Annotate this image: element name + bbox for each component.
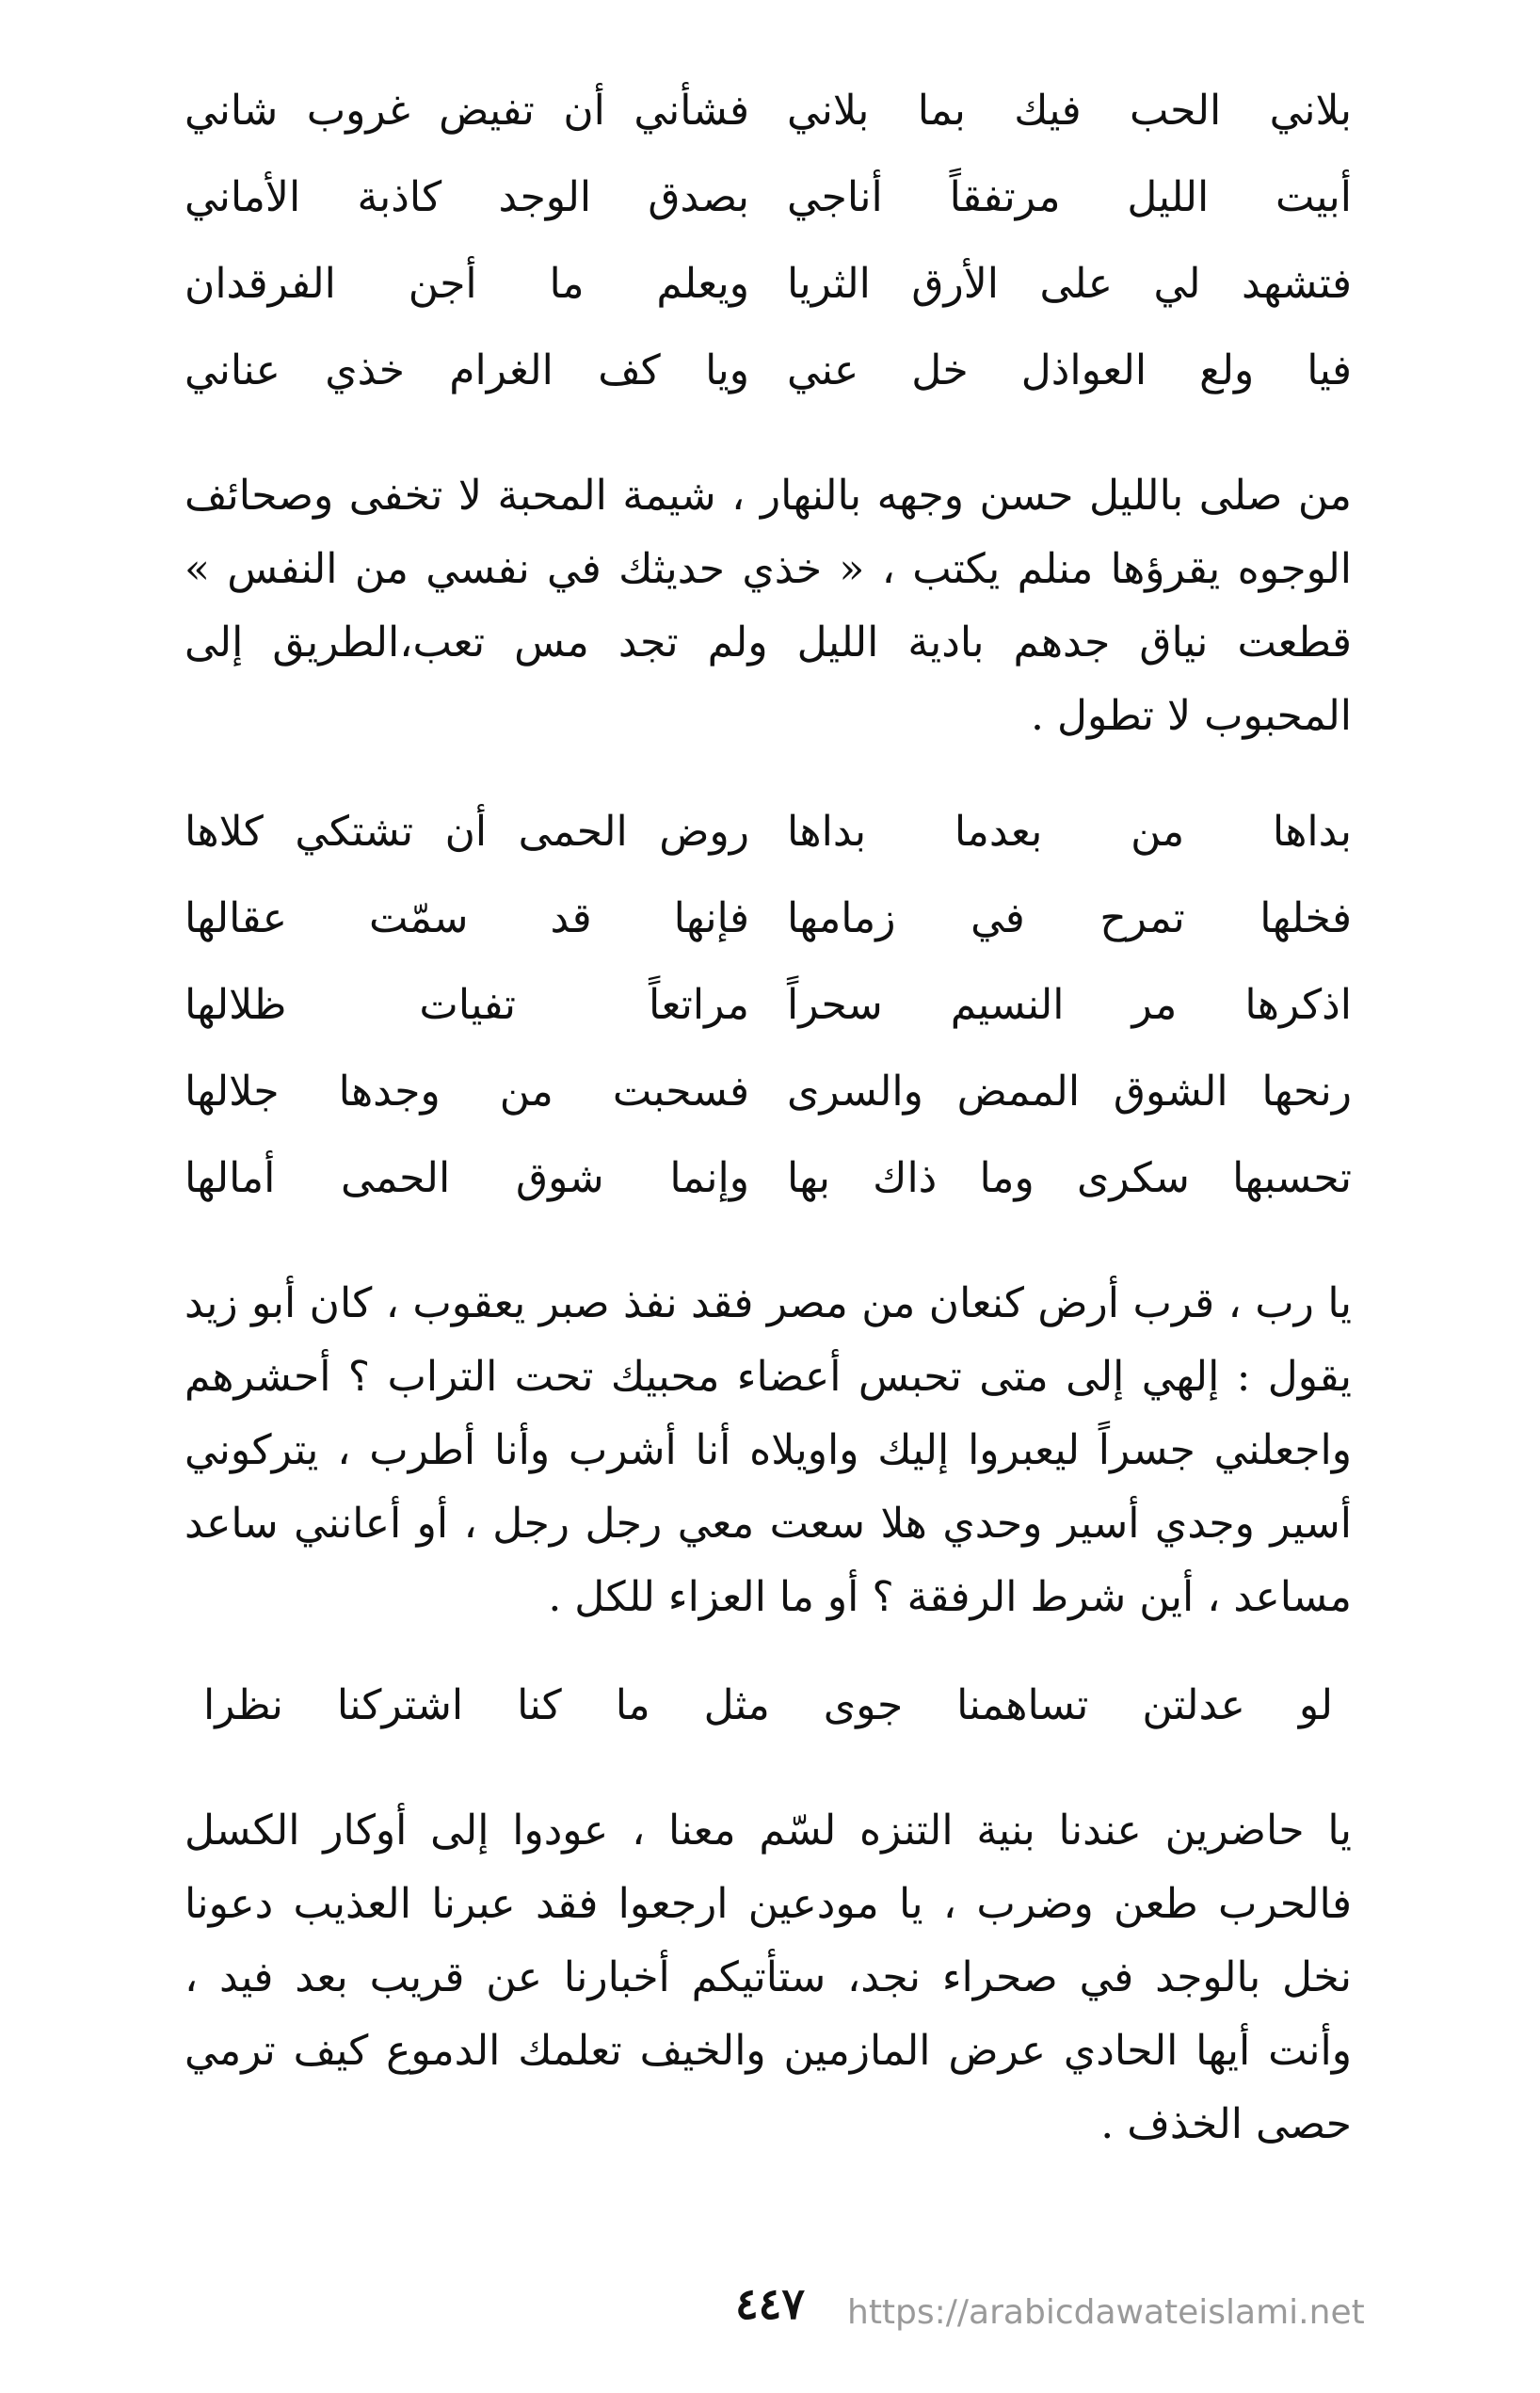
hemistich-left: فشأني أن تفيض غروب شاني (184, 87, 749, 135)
hemistich-left: روض الحمى أن تشتكي كلاها (184, 808, 749, 856)
hemistich-left: فسحبت من وجدها جلالها (184, 1068, 749, 1116)
hemistich-right: فيا ولع العواذل خل عني (787, 346, 1352, 394)
verse (184, 962, 1352, 1049)
poem-block-2 (184, 789, 1352, 1222)
paragraph-text: من صلى بالليل حسن وجهه بالنهار ، شيمة المحبة لا تخفى وصحائف الوجوه يقرؤها منلم يكتب ، « خذي حديثك في نفسي من النفس » قطعت نياق جدهم بادية الليل ولم تجد مس تعب،الطريق إلى المحبوب لا تطول . (184, 472, 1352, 740)
verse (184, 241, 1352, 328)
hemistich-right: بداها من بعدما بداها (787, 808, 1352, 856)
hemistich-left: بصدق الوجد كاذبة الأماني (184, 173, 749, 221)
hemistich-right: رنحها الشوق الممض والسرى (787, 1068, 1352, 1116)
verse (184, 328, 1352, 414)
verse (184, 875, 1352, 962)
hemistich-right: تحسبها سكرى وما ذاك بها (787, 1154, 1352, 1202)
hemistich-left: ويا كف الغرام خذي عناني (184, 346, 749, 394)
hemistich-right: فخلها تمرح في زمامها (787, 894, 1352, 942)
hemistich-left: مراتعاً تفيات ظلالها (184, 981, 749, 1029)
hemistich-right: أبيت الليل مرتفقاً أناجي (787, 173, 1352, 221)
prose-paragraph-2 (184, 1267, 1352, 1634)
hemistich-right: اذكرها مر النسيم سحراً (787, 981, 1352, 1029)
hemistich-left: وإنما شوق الحمى أمالها (184, 1154, 749, 1202)
page-number: ٤٤٧ (734, 2278, 806, 2329)
hemistich-right: فتشهد لي على الأرق الثريا (787, 260, 1352, 308)
poem-block-1 (184, 68, 1352, 414)
prose-paragraph-1 (184, 459, 1352, 753)
watermark-url: https://arabicdawateislami.net (847, 2293, 1365, 2332)
paragraph-text: يا حاضرين عندنا بنية التنزه لسّم معنا ، عودوا إلى أوكار الكسل فالحرب طعن وضرب ، يا مودعين ارجعوا فقد عبرنا العذيب دعونا نخل بالوجد في صحراء نجد، ستأتيكم أخبارنا عن قريب بعد فيد ، وأنت أيها الحادي عرض المازمين والخيف تعلمك الدموع كيف ترمي حصى الخذف . (184, 1807, 1352, 2148)
verse (184, 789, 1352, 875)
hemistich-left: فإنها قد سمّت عقالها (184, 894, 749, 942)
paragraph-text: يا رب ، قرب أرض كنعان من مصر فقد نفذ صبر يعقوب ، كان أبو زيد يقول : إلهي إلى متى تحبس أعضاء محبيك تحت التراب ؟ أحشرهم واجعلني جسراً ليعبروا إليك واويلاه أنا أشرب وأنا أطرب ، يتركوني أسير وجدي أسير وحدي هلا سعت معي رجل رجل ، أو أعانني ساعد مساعد ، أين شرط الرفقة ؟ أو ما العزاء للكل . (184, 1279, 1353, 1621)
hemistich-right: بلاني الحب فيك بما بلاني (787, 87, 1352, 135)
verse (184, 1049, 1352, 1135)
hemistich-left: ويعلم ما أجن الفرقدان (184, 260, 749, 308)
verse (184, 154, 1352, 241)
verse (184, 1135, 1352, 1222)
verse (184, 68, 1352, 154)
prose-paragraph-3 (184, 1794, 1352, 2161)
single-verse: لو عدلتن تساهمنا جوى مثل ما كنا اشتركنا نظرا (203, 1681, 1333, 1729)
